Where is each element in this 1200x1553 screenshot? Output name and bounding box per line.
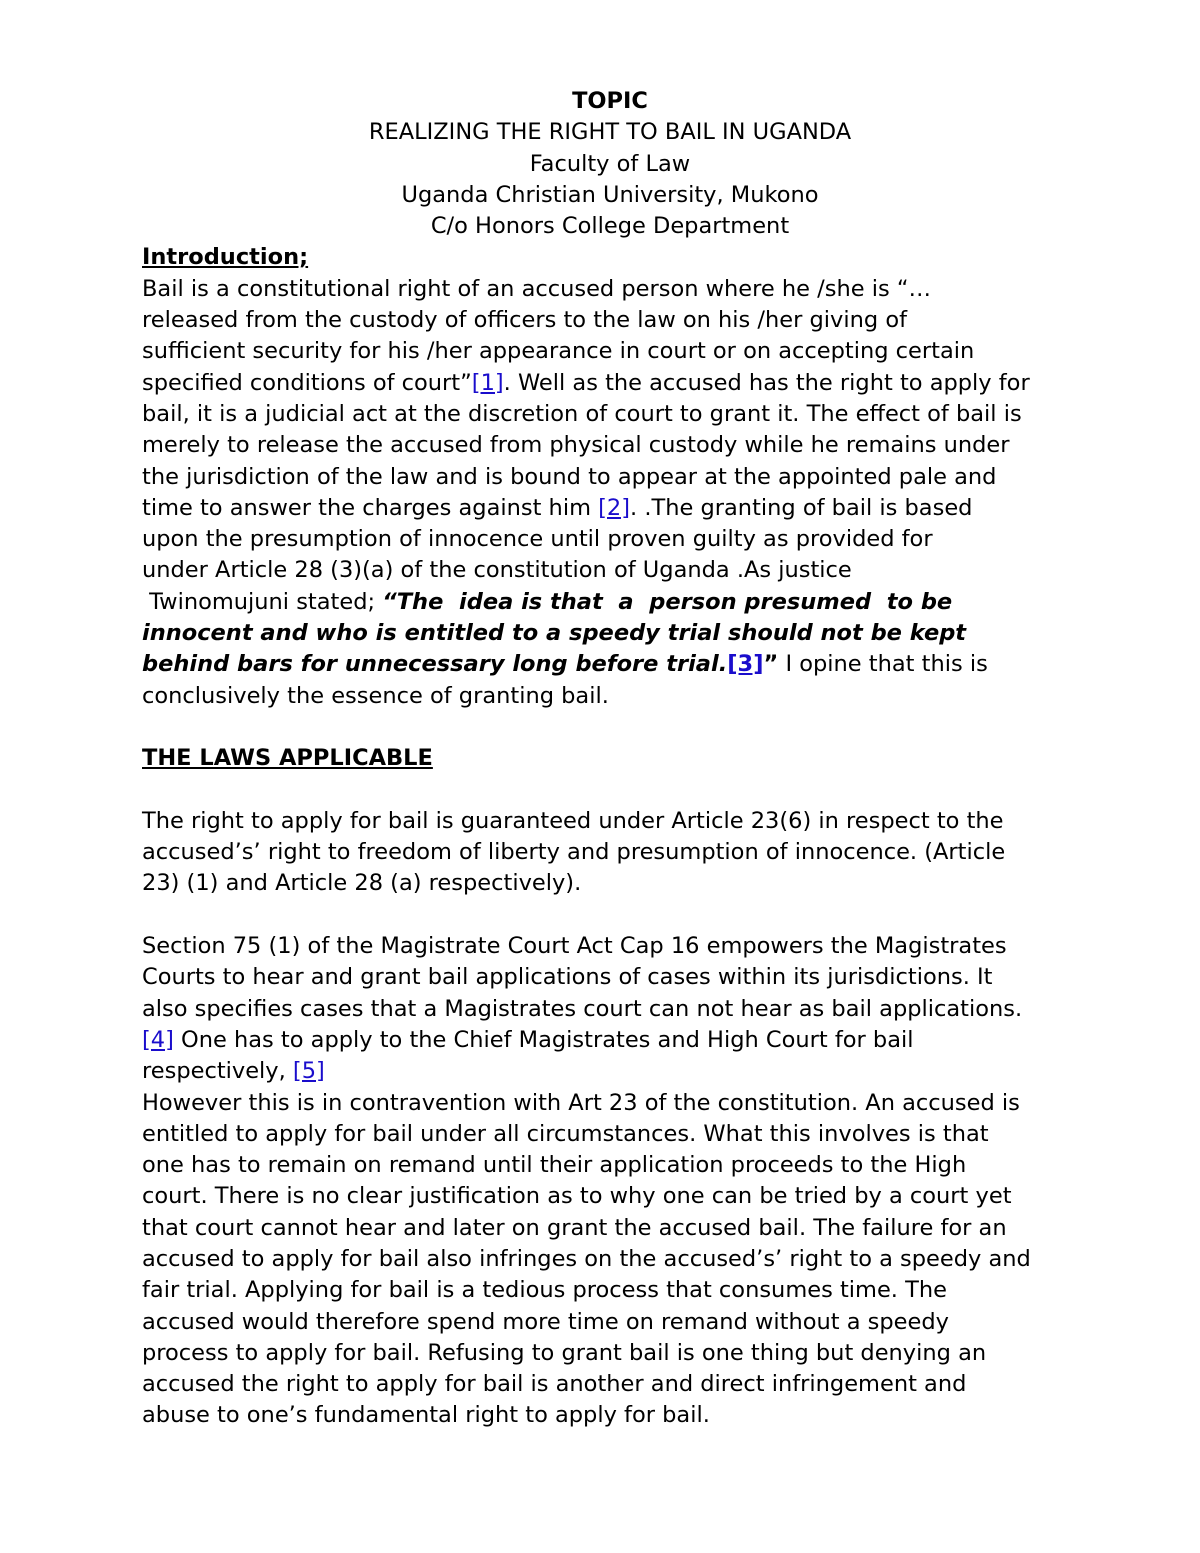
footnote-link-4[interactable]: [4] (142, 1026, 174, 1053)
text-line: Courts to hear and grant bail applications of cases within its jurisdictions. It (142, 964, 993, 991)
text-line: process to apply for bail. Refusing to grant bail is one thing but denying an (142, 1339, 987, 1366)
footnote-link-5[interactable]: [5] (292, 1058, 325, 1085)
text-line: sufficient security for his /her appearance in court or on accepting certain (142, 338, 975, 365)
text-span: specified conditions of court” (142, 369, 472, 396)
text-line (142, 587, 1082, 618)
text-line: one has to remain on remand until their application proceeds to the High (142, 1152, 967, 1179)
text-line: abuse to one’s fundamental right to apply for bail. (142, 1402, 710, 1429)
text-line: accused the right to apply for bail is another and direct infringement and (142, 1371, 967, 1398)
laws-paragraph-3 (142, 1088, 1082, 1432)
text-line: accused would therefore spend more time on remand without a speedy (142, 1308, 949, 1335)
text-line: released from the custody of officers to the law on his /her giving of (142, 307, 907, 334)
footnote-link-2[interactable]: [2] (598, 494, 631, 521)
text-span: . .The granting of bail is based (630, 494, 973, 521)
text-line (142, 493, 1082, 524)
department-line: C/o Honors College Department (430, 213, 790, 240)
text-line: bail, it is a judicial act at the discretion of court to grant it. The effect of bail is (142, 400, 1022, 427)
text-line (142, 649, 1082, 680)
text-span: time to answer the charges against him (142, 494, 599, 521)
text-line: the jurisdiction of the law and is bound to appear at the appointed pale and (142, 463, 997, 490)
quote-text: innocent and who is entitled to a speedy trial should not be kept (142, 620, 967, 647)
introduction-heading: Introduction; (142, 244, 309, 271)
footnote-link-1[interactable]: [1] (471, 369, 504, 396)
text-line: that court cannot hear and later on grant the accused bail. The failure for an (142, 1214, 1007, 1241)
quote-text: behind bars for unnecessary long before trial. (142, 651, 728, 678)
text-line: The right to apply for bail is guaranteed under Article 23(6) in respect to the (142, 807, 1004, 834)
text-line: court. There is no clear justification as to why one can be tried by a court yet (142, 1183, 1012, 1210)
laws-applicable-heading: THE LAWS APPLICABLE (142, 745, 433, 772)
footnote-link-3[interactable]: [3] (727, 651, 764, 678)
text-line (142, 368, 1082, 399)
text-line: conclusively the essence of granting bail. (142, 682, 609, 709)
text-line: upon the presumption of innocence until proven guilty as provided for (142, 526, 933, 553)
text-span: One has to apply to the Chief Magistrates and High Court for bail (173, 1026, 914, 1053)
quote-text: “The idea is that a person presumed to be (382, 588, 953, 615)
text-line: accused to apply for bail also infringes on the accused’s’ right to a speedy and (142, 1245, 1031, 1272)
text-line: also specifies cases that a Magistrates court can not hear as bail applications. (142, 995, 1023, 1022)
text-span: . Well as the accused has the right to apply for (503, 369, 1030, 396)
faculty-line: Faculty of Law (529, 150, 691, 177)
document-title: REALIZING THE RIGHT TO BAIL IN UGANDA (368, 119, 852, 146)
text-line: However this is in contravention with Art 23 of the constitution. An accused is (142, 1089, 1020, 1116)
laws-paragraph-2 (142, 931, 1082, 1087)
topic-label: TOPIC (572, 88, 648, 114)
text-span: respectively, (142, 1058, 293, 1085)
text-span: Twinomujuni stated; (142, 588, 383, 615)
text-line: accused’s’ right to freedom of liberty and presumption of innocence. (Article (142, 839, 1006, 866)
university-line: Uganda Christian University, Mukono (401, 181, 819, 208)
text-line: Bail is a constitutional right of an accused person where he /she is “… (142, 275, 931, 302)
text-line: entitled to apply for bail under all circumstances. What this involves is that (142, 1120, 989, 1147)
laws-paragraph-1 (142, 806, 1082, 900)
introduction-paragraph (142, 274, 1082, 712)
text-line: merely to release the accused from physical custody while he remains under (142, 432, 1010, 459)
text-line: Section 75 (1) of the Magistrate Court Act Cap 16 empowers the Magistrates (142, 933, 1007, 960)
quote-close: ” (763, 651, 779, 678)
text-span: I opine that this is (778, 651, 988, 678)
text-line: 23) (1) and Article 28 (a) respectively). (142, 870, 582, 897)
text-line (142, 1056, 1082, 1087)
document-page (142, 86, 1082, 1432)
text-line: under Article 28 (3)(a) of the constitution of Uganda .As justice (142, 557, 852, 584)
text-line (142, 1025, 1082, 1056)
text-line: fair trial. Applying for bail is a tedious process that consumes time. The (142, 1277, 947, 1304)
